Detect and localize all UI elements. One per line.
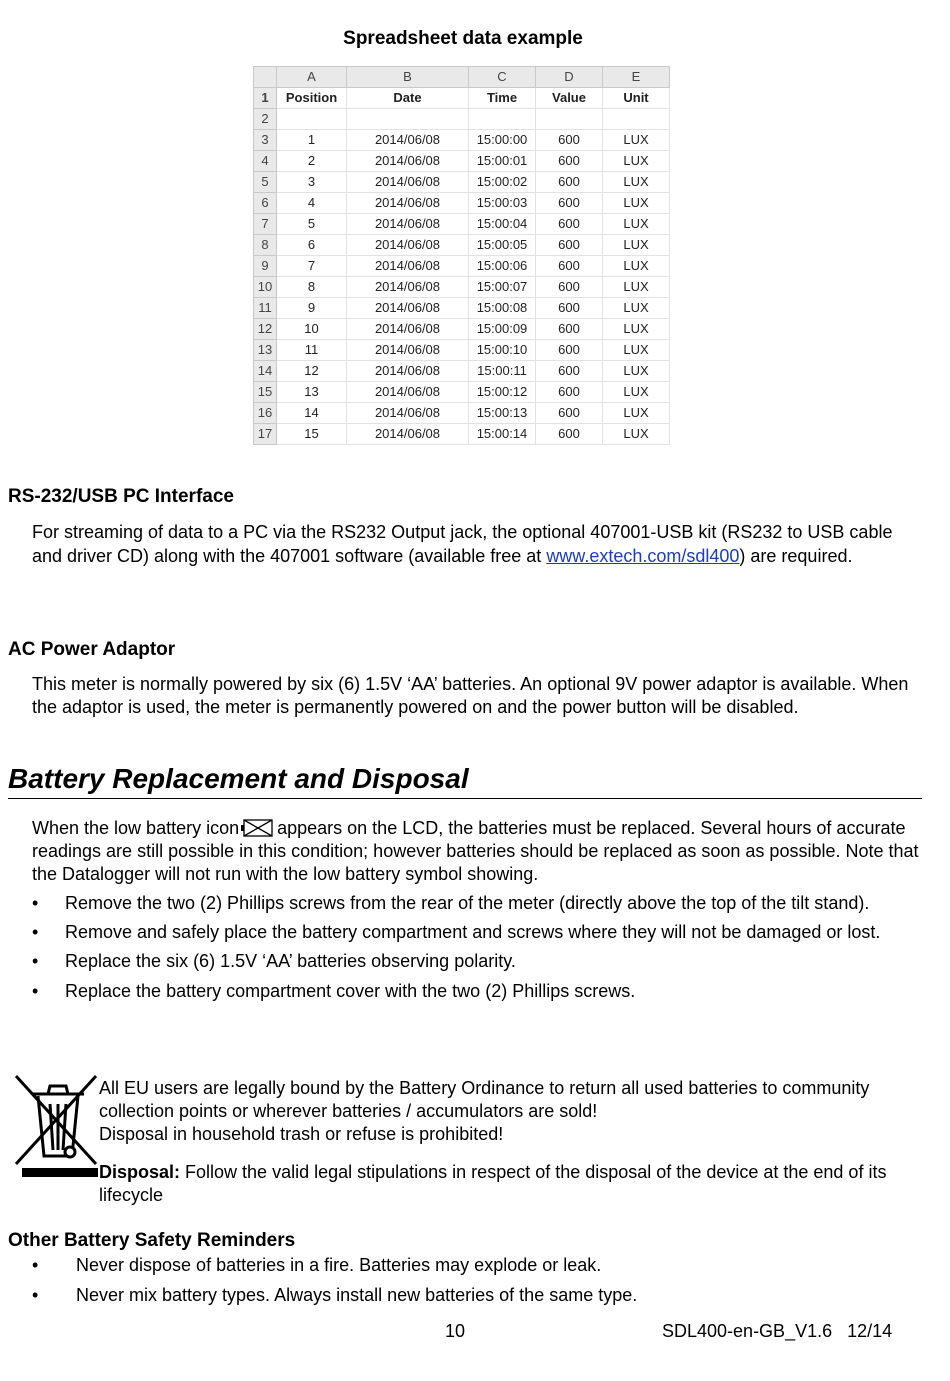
column-header: D — [536, 67, 603, 88]
cell: 9 — [277, 298, 347, 319]
cell: 2014/06/08 — [347, 235, 469, 256]
cell: LUX — [603, 235, 670, 256]
row-number: 5 — [254, 172, 277, 193]
cell: 6 — [277, 235, 347, 256]
disposal-label: Disposal: — [99, 1162, 181, 1182]
cell: 2014/06/08 — [347, 214, 469, 235]
cell: 11 — [277, 340, 347, 361]
table-row — [254, 193, 670, 214]
row-number: 9 — [254, 256, 277, 277]
cell: LUX — [603, 193, 670, 214]
page-number: 10 — [445, 1321, 466, 1341]
list-item: • Never mix battery types. Always install new batteries of the same type. — [32, 1285, 638, 1305]
cell: 2 — [277, 151, 347, 172]
table-row — [254, 298, 670, 319]
corner-cell — [254, 67, 277, 88]
table-row — [254, 382, 670, 403]
cell: 15:00:12 — [469, 382, 536, 403]
list-item: • Replace the battery compartment cover with the two (2) Phillips screws. — [32, 981, 636, 1001]
cell: LUX — [603, 361, 670, 382]
table-row — [254, 319, 670, 340]
cell: 7 — [277, 256, 347, 277]
reminders-list — [32, 1254, 912, 1307]
cell: 15:00:13 — [469, 403, 536, 424]
cell: 600 — [536, 403, 603, 424]
cell: 2014/06/08 — [347, 193, 469, 214]
column-header: C — [469, 67, 536, 88]
bullet: • — [32, 1255, 39, 1275]
row-number: 1 — [254, 88, 277, 109]
cell: 13 — [277, 382, 347, 403]
cell: 15:00:04 — [469, 214, 536, 235]
reminders-heading: Other Battery Safety Reminders — [8, 1230, 296, 1251]
cell: 12 — [277, 361, 347, 382]
row-number: 6 — [254, 193, 277, 214]
row-number: 8 — [254, 235, 277, 256]
list-item: • Never dispose of batteries in a fire. Batteries may explode or leak. — [32, 1255, 602, 1275]
battery-intro-end: appears on the LCD, the batteries must be replaced. Several hours of accurate readings are still possible in this condition; however batteries should be replaced as soon as possible. Note that the Datalogger will not run with the low battery symbol showing. — [32, 818, 919, 884]
table-row — [254, 256, 670, 277]
cell: 15:00:11 — [469, 361, 536, 382]
cell: 15:00:07 — [469, 277, 536, 298]
cell: 15:00:00 — [469, 130, 536, 151]
cell: 15:00:05 — [469, 235, 536, 256]
document-id: SDL400-en-GB_V1.6 12/14 — [662, 1321, 893, 1341]
cell — [347, 109, 469, 130]
cell: 2014/06/08 — [347, 277, 469, 298]
row-number: 14 — [254, 361, 277, 382]
cell: 600 — [536, 193, 603, 214]
ac-heading: AC Power Adaptor — [8, 639, 176, 660]
cell: 2014/06/08 — [347, 403, 469, 424]
cell: LUX — [603, 424, 670, 445]
cell: Value — [536, 88, 603, 109]
row-number: 10 — [254, 277, 277, 298]
row-number: 16 — [254, 403, 277, 424]
spreadsheet-table — [253, 66, 670, 445]
column-header: A — [277, 67, 347, 88]
table-row — [254, 172, 670, 193]
row-number: 15 — [254, 382, 277, 403]
battery-intro-start: When the low battery icon — [32, 818, 240, 838]
cell: 600 — [536, 130, 603, 151]
cell: 600 — [536, 277, 603, 298]
cell: 600 — [536, 298, 603, 319]
row-number: 3 — [254, 130, 277, 151]
cell: 15:00:01 — [469, 151, 536, 172]
table-row — [254, 88, 670, 109]
row-number: 7 — [254, 214, 277, 235]
cell: 2014/06/08 — [347, 319, 469, 340]
rs232-heading: RS-232/USB PC Interface — [8, 486, 234, 507]
table-row — [254, 235, 670, 256]
cell: LUX — [603, 151, 670, 172]
cell: 4 — [277, 193, 347, 214]
cell: 600 — [536, 319, 603, 340]
cell: 2014/06/08 — [347, 298, 469, 319]
cell — [469, 109, 536, 130]
cell — [603, 109, 670, 130]
cell: 15:00:14 — [469, 424, 536, 445]
extech-link[interactable]: www.extech.com/sdl400 — [546, 546, 740, 566]
cell: LUX — [603, 130, 670, 151]
cell: 600 — [536, 424, 603, 445]
cell: Position — [277, 88, 347, 109]
cell: 600 — [536, 382, 603, 403]
row-number: 12 — [254, 319, 277, 340]
cell: 2014/06/08 — [347, 151, 469, 172]
column-header-row — [254, 67, 670, 88]
cell: 2014/06/08 — [347, 256, 469, 277]
cell: Date — [347, 88, 469, 109]
rs232-text: For streaming of data to a PC via the RS232 Output jack, the optional 407001-USB kit (RS232 to USB cable and driver CD) along with the 407001 software (available free at — [32, 522, 893, 566]
cell: 14 — [277, 403, 347, 424]
cell: 10 — [277, 319, 347, 340]
cell: LUX — [603, 340, 670, 361]
cell: LUX — [603, 214, 670, 235]
cell: LUX — [603, 382, 670, 403]
cell: 15:00:02 — [469, 172, 536, 193]
cell — [277, 109, 347, 130]
battery-intro — [32, 816, 922, 886]
list-item: • Replace the six (6) 1.5V ‘AA’ batteries observing polarity. — [32, 951, 516, 971]
row-number: 11 — [254, 298, 277, 319]
cell: 600 — [536, 172, 603, 193]
cell: 8 — [277, 277, 347, 298]
cell: 600 — [536, 256, 603, 277]
disposal-notice — [99, 1161, 919, 1207]
cell: 1 — [277, 130, 347, 151]
table-row — [254, 361, 670, 382]
column-header: B — [347, 67, 469, 88]
table-row — [254, 130, 670, 151]
cell: LUX — [603, 403, 670, 424]
cell — [536, 109, 603, 130]
rs232-text-end: ) are required. — [739, 546, 853, 566]
cell: Time — [469, 88, 536, 109]
list-item: • Remove the two (2) Phillips screws from the rear of the meter (directly above the top of the tilt stand). — [32, 893, 870, 913]
table-row — [254, 424, 670, 445]
cell: 2014/06/08 — [347, 361, 469, 382]
bullet: • — [32, 951, 39, 971]
cell: 2014/06/08 — [347, 424, 469, 445]
cell: 600 — [536, 235, 603, 256]
table-row — [254, 277, 670, 298]
bullet: • — [32, 893, 39, 913]
cell: LUX — [603, 298, 670, 319]
cell: Unit — [603, 88, 670, 109]
cell: 2014/06/08 — [347, 340, 469, 361]
table-row — [254, 151, 670, 172]
bullet: • — [32, 981, 39, 1001]
cell: 2014/06/08 — [347, 382, 469, 403]
battery-steps-list — [32, 892, 912, 1003]
row-number: 13 — [254, 340, 277, 361]
table-row — [254, 403, 670, 424]
cell: 2014/06/08 — [347, 130, 469, 151]
cell: LUX — [603, 172, 670, 193]
cell: 15:00:06 — [469, 256, 536, 277]
disposal-text: Follow the valid legal stipulations in respect of the disposal of the device at the end of its lifecycle — [99, 1162, 887, 1205]
cell: 15:00:03 — [469, 193, 536, 214]
row-number: 2 — [254, 109, 277, 130]
table-row — [254, 340, 670, 361]
cell: 600 — [536, 214, 603, 235]
cell: 15:00:09 — [469, 319, 536, 340]
bullet: • — [32, 1285, 39, 1305]
ac-paragraph: This meter is normally powered by six (6) 1.5V ‘AA’ batteries. An optional 9V power adaptor is available. When the adaptor is used, the meter is permanently powered on and the power button will be disabled. — [32, 674, 909, 717]
cell: 3 — [277, 172, 347, 193]
column-header: E — [603, 67, 670, 88]
cell: 600 — [536, 151, 603, 172]
spreadsheet-title: Spreadsheet data example — [343, 28, 583, 49]
cell: 15:00:10 — [469, 340, 536, 361]
cell: LUX — [603, 277, 670, 298]
list-item: • Remove and safely place the battery compartment and screws where they will not be damaged or lost. — [32, 922, 881, 942]
row-number: 4 — [254, 151, 277, 172]
cell: 15:00:08 — [469, 298, 536, 319]
cell: 2014/06/08 — [347, 172, 469, 193]
battery-heading: Battery Replacement and Disposal — [8, 762, 922, 799]
table-row — [254, 214, 670, 235]
bullet: • — [32, 922, 39, 942]
row-number: 17 — [254, 424, 277, 445]
cell: LUX — [603, 319, 670, 340]
cell: LUX — [603, 256, 670, 277]
low-battery-icon — [241, 816, 275, 838]
cell: 600 — [536, 340, 603, 361]
cell: 15 — [277, 424, 347, 445]
cell: 5 — [277, 214, 347, 235]
rs232-paragraph — [32, 520, 922, 568]
table-row — [254, 109, 670, 130]
crossed-out-bin-icon — [10, 1072, 98, 1178]
eu-notice: All EU users are legally bound by the Battery Ordinance to return all used batteries to community collection points or wherever batteries / accumulators are sold! Disposal in household trash or refuse is prohibited! — [99, 1078, 870, 1144]
cell: 600 — [536, 361, 603, 382]
